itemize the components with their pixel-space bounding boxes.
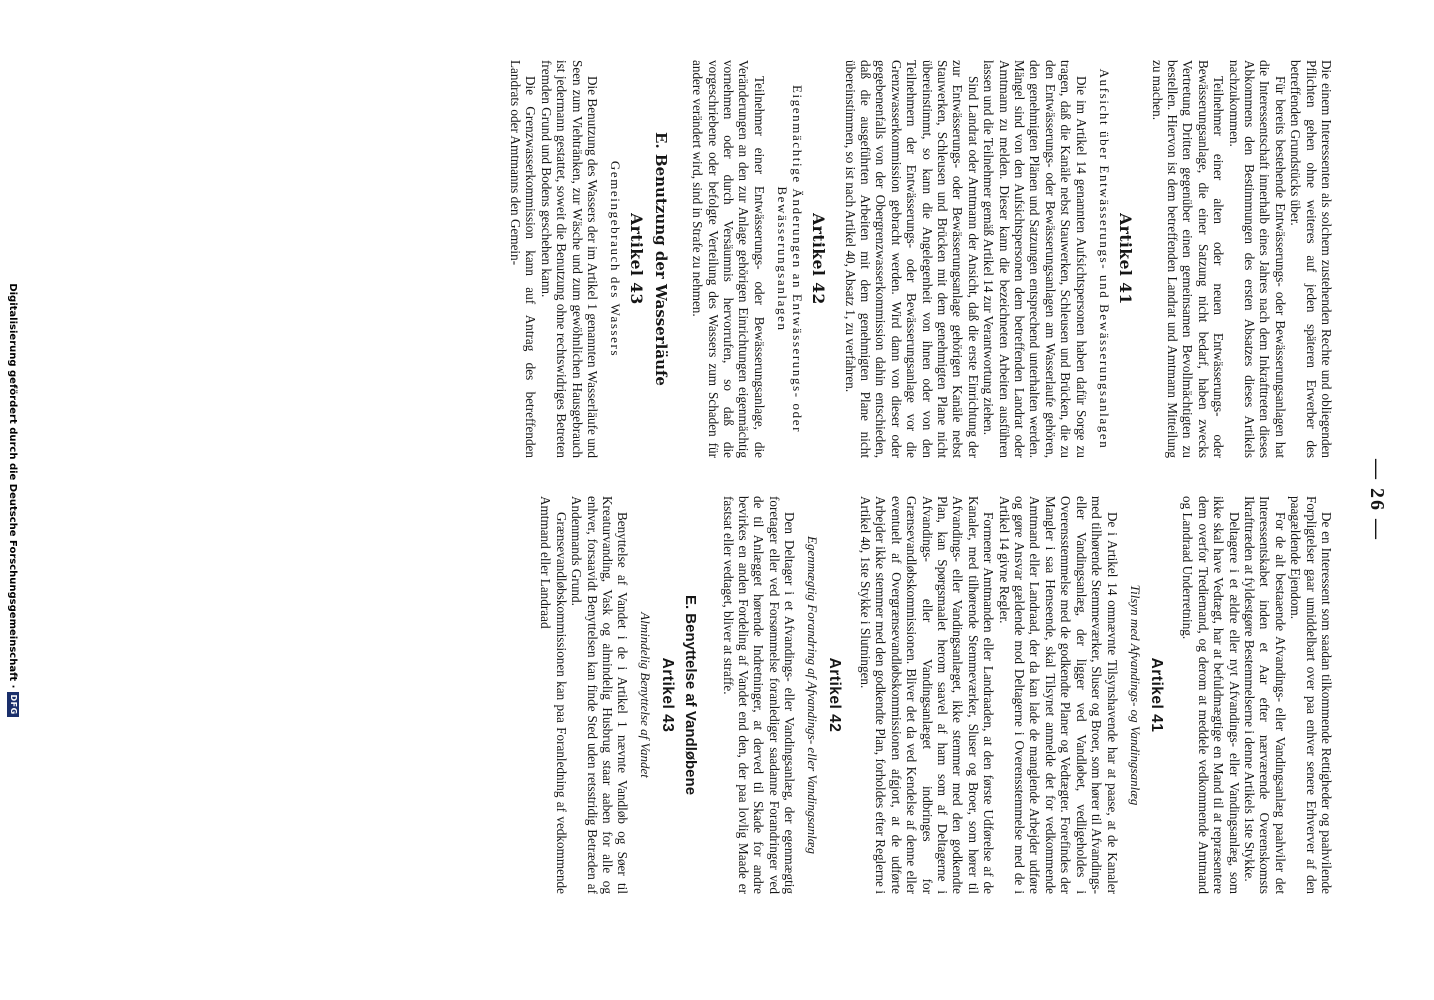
german-article-43-heading: Artikel 43 <box>627 213 647 305</box>
german-article-41-paragraph-1: Die im Artikel 14 genannten Aufsichtspersonen haben dafür Sorge zu tragen, daß die Kanäle nebst Stauwerken, Schleusen und Brücken, die zu den Entwässerungs- oder Bewässerungsanlagen am Wasserlaufe gehören, den genehmigten Plänen und Satzungen entsprechend unterhalten werden. Mängel sind von den Aufsichtspersonen dem betreffenden Landrat oder Amtmann zu melden. Dieser kann die bezeichneten Arbeiten ausführen lassen und die Teilnehmer gemäß Artikel 14 zur Verantwortung ziehen. <box>981 60 1089 458</box>
page-number: — 26 — <box>1366 459 1388 541</box>
german-article-43-paragraph-2: Die Grenzwasserkommission kann auf Antrag des betreffenden Landrats oder Amtmanns den Gemein- <box>507 60 539 458</box>
danish-article-43-paragraph-2: Grænsevandløbskommissionen kan paa Foranledning af vedkommende Amtmand eller Landraad <box>538 496 569 894</box>
digitization-credit: Digitalisierung gefördert durch die Deutsche Forschungsgemeinschaft · <box>7 283 19 689</box>
german-article-42-subheading: Eigenmächtige Änderungen an Entwässerungs- oder Bewässerungsanlagen <box>774 84 805 434</box>
dfg-logo: DFG <box>9 694 18 715</box>
german-intro-paragraph-1: Die einem Interessenten als solchem zustehenden Rechte und obliegenden Pflichten gehen ohne weiteres auf jeden späteren Erwerber des betreffenden Grundstücks über. <box>1288 60 1334 458</box>
german-article-41-subheading: Aufsicht über Entwässerungs- und Bewässerungsanlagen <box>1096 68 1112 450</box>
danish-article-42-subheading: Egenmægtig Forandring af Afvandings- eller Vandingsanlæg <box>805 536 821 854</box>
german-intro-paragraph-3: Teilnehmer einer alten oder neuen Entwässerungs- oder Bewässerungsanlage, die einer Satzung nicht bedarf, haben zwecks Vertretung Dritten gegenüber einen gemeinsamen Bevollmächtigten zu bestellen. Hiervon ist dem betreffenden Landrat und Amtmann Mitteilung zu machen. <box>1149 60 1227 458</box>
german-article-41-paragraph-2: Sind Landrat oder Amtmann der Ansicht, daß die erste Einrichtung der zur Entwässerungs- oder Bewässerungsanlage gehörigen Kanäle nebst Stauwerken, Schleusen und Brücken mit dem genehmigten Plane nicht übereinstimmt, so kann die Angelegenheit von ihnen oder von den Teilnehmern der Entwässerungs- oder Bewässerungsanlage vor die Grenzwasserkommission gebracht werden. Wird dann von dieser oder gegebenenfalls von der Obergrenzwasserkommission dahin entschieden, daß die ausgeführten Arbeiten mit dem genehmigten Plane nicht übereinstimmen, so ist nach Artikel 40, Absatz 1, zu verfahren. <box>842 60 981 458</box>
danish-article-43-heading: Artikel 43 <box>658 657 676 733</box>
german-article-43-paragraph-1: Die Benutzung des Wassers der im Artikel 1 genannten Wasserläufe und Seen zum Viehtränken, zur Wäsche und zum gewöhnlichen Hausgebrauch ist jedermann gestattet, soweit die Benutzung ohne rechtswidriges Betreten fremden Grund und Bodens geschehen kann. <box>538 60 600 458</box>
danish-article-42-paragraph-1: Den Deltager i et Afvandings- eller Vandingsanlæg, der egenmægtig foretager eller ved Forsømmelse foranlediger saadanne Forandringer ved de til Anlægget hørende Indretninger, at derved til Skade for andre bevirkes en anden Fordeling af Vandet end den, der paa lovlig Maade er fastsat eller vedtaget, bliver at straffe. <box>720 496 798 894</box>
german-article-41-heading: Artikel 41 <box>1116 213 1136 305</box>
german-article-43-subheading: Gemeingebrauch des Wassers <box>607 160 623 358</box>
german-column <box>274 60 1334 458</box>
danish-article-43-paragraph-1: Benyttelse af Vandet i de i Artikel 1 nævnte Vandløb og Søer til Kreaturvanding, Vask og almindelig Husbrug staar aaben for alle og enhver, forsaavidt Benyttelsen kan finde Sted uden retsstridig Betræden af Andenmands Grund. <box>569 496 631 894</box>
danish-article-41-subheading: Tilsyn med Afvandings- og Vandingsanlæg <box>1127 584 1143 806</box>
danish-article-42-heading: Artikel 42 <box>825 657 843 733</box>
danish-article-43-subheading: Almindelig Benyttelse af Vandet <box>638 612 654 778</box>
danish-intro-paragraph-2: For de alt bestaaende Afvandings- eller Vandingsanlæg paahviler det Interessentskabet inden et Aar efter nærværende Overenskomsts Ikrafttræden at fyldestgøre Bestemmelserne i denne Artikels 1ste Stykke. <box>1241 496 1288 894</box>
danish-article-41-paragraph-1: De i Artikel 14 omnævnte Tilsynshavende har at paase, at de Kanaler med tilhørende Stemmeværker, Sluser og Broer, som hører til Afvandings- eller Vandingsanlæg, der ligger ved Vandløbet, vedligeholdes i Overensstemmelse med de godkendte Planer og Vedtægter. Forefindes der Mangler i saa Henseende, skal Tilsynet anmelde det for vedkommende Amtmand eller Landraad, der da kan lade de manglende Arbejder udføre og gøre Ansvar gældende mod Deltagerne i Overensstemmelse med de i Artikel 14 givne Regler. <box>996 496 1120 894</box>
danish-column <box>274 496 1334 894</box>
german-article-42-heading: Artikel 42 <box>809 213 829 305</box>
german-section-e-heading: E. Benutzung der Wasserläufe <box>651 132 670 386</box>
german-intro-paragraph-2: Für bereits bestehende Entwässerungs- oder Bewässerungsanlagen hat die Interessentschaft innerhalb eines Jahres nach dem Inkrafttreten dieses Abkommens den Bestimmungen des ersten Absatzes dieses Artikels nachzukommen. <box>1226 60 1288 458</box>
german-article-42-paragraph-1: Teilnehmer einer Entwässerungs- oder Bewässerungsanlage, die Veränderungen an den zur Anlage gehörigen Einrichtungen eigenmächtig vornehmen oder durch Versäumnis hervorrufen, so daß die vorgeschriebene oder befolgte Verteilung des Wassers zum Schaden für andere verändert wird, sind in Strafe zu nehmen. <box>690 60 767 458</box>
danish-intro-paragraph-1: De en Interessent som saadan tilkommende Rettigheder og paahvilende Forpligtelser gaar umiddelbart over paa enhver senere Erhverver af den paagældende Ejendom. <box>1288 496 1334 894</box>
digitization-footer <box>0 0 26 1000</box>
danish-intro-paragraph-3: Deltagere i et ældre eller nyt Afvandings- eller Vandingsanlæg, som ikke skal have Vedtægt, har at befuldmægtige en Mand til at repræsentere dem overfor Trediemand, og derom at meddele vedkommende Amtmand og Landraad Underretning. <box>1180 496 1242 894</box>
danish-section-e-heading: E. Benyttelse af Vandløbene <box>682 594 700 796</box>
danish-article-41-heading: Artikel 41 <box>1147 657 1165 733</box>
danish-article-41-paragraph-2: Formener Amtmanden eller Landraaden, at den første Udførelse af de Kanaler, med tilhørende Stemmeværker, Sluser og Broer, som hører til Afvandings- eller Vandingsanlæget, ikke stemmer med den godkendte Plan, kan Spørgsmaalet herom saavel af ham som af Deltagerne i Afvandings- eller Vandingsanlæget indbringes for Grænsevandløbskommissionen. Bliver det da ved Kendelse af denne eller eventuelt af Overgrænsevandløbskommissionen afgjort, at de udførte Arbejder ikke stemmer med den godkendte Plan, forholdes efter Reglerne i Artikel 40, 1ste Stykke i Slutningen. <box>858 496 997 894</box>
